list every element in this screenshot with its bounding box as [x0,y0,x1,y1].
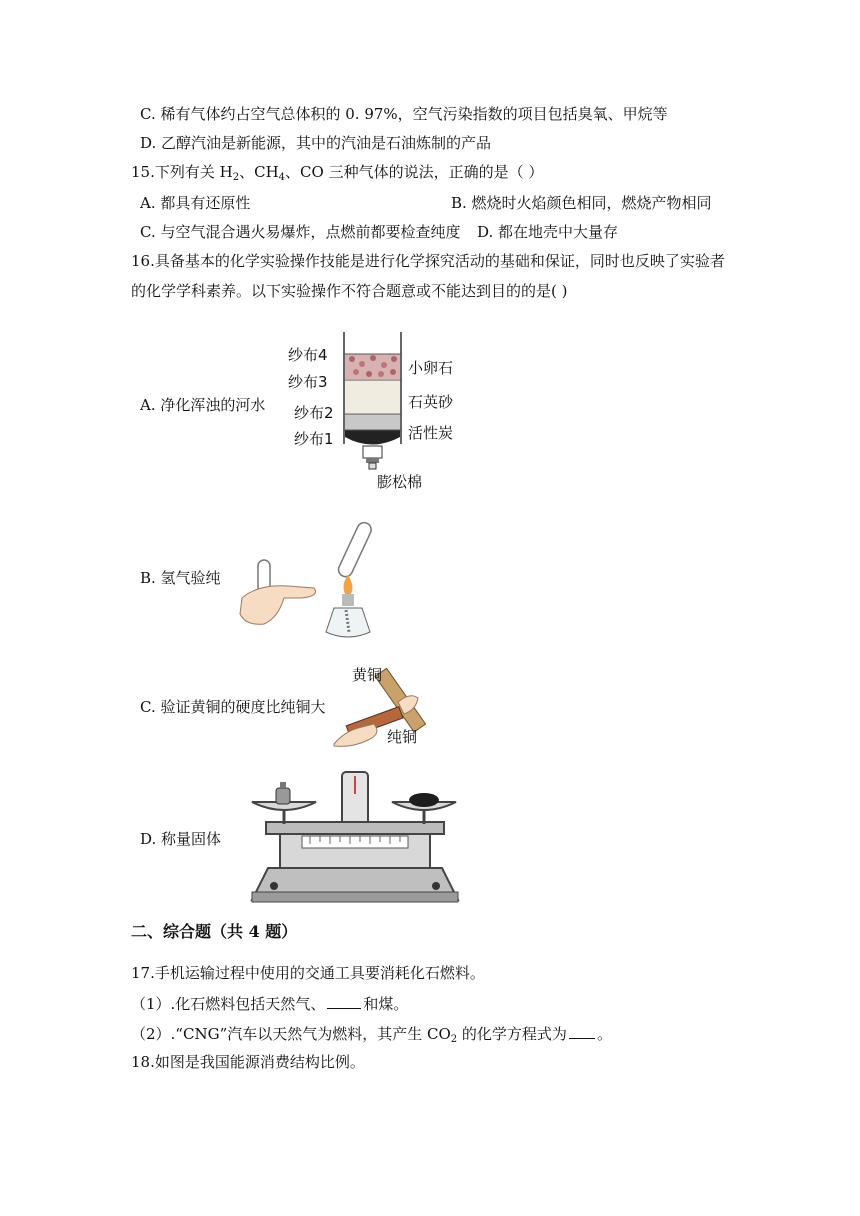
q14-option-d: D. 乙醇汽油是新能源，其中的汽油是石油炼制的产品 [140,134,492,152]
q18-stem: 18.如图是我国能源消费结构比例。 [131,1053,365,1071]
section-heading: 二、综合题（共 4 题） [131,922,298,941]
q14-option-c: C. 稀有气体约占空气总体积的 0. 97%，空气污染指数的项目包括臭氧、甲烷等 [140,105,668,123]
q16-option-d: D. 称量固体 [140,830,222,848]
balance-scale-illustration [244,764,466,906]
q16-stem-line2: 的化学学科素养。以下实验操作不符合题意或不能达到目的的是( ) [131,282,568,300]
q17-stem: 17.手机运输过程中使用的交通工具要消耗化石燃料。 [131,964,485,982]
q15-option-b: B. 燃烧时火焰颜色相同，燃烧产物相同 [451,194,712,212]
label-activated-carbon: 活性炭 [408,424,454,442]
hydrogen-test-illustration [238,520,398,645]
q17-part2: （2）.“CNG”汽车以天然气为燃料，其产生 $CO_2$ 的化学方程式为 。 [131,1025,612,1045]
q15-option-a: A. 都具有还原性 [140,194,251,212]
label-pure-copper: 纯铜 [387,728,418,746]
answer-blank[interactable] [569,1023,595,1039]
q16-option-a: A. 净化浑浊的河水 [140,396,266,414]
q17-part1: （1）.化石燃料包括天然气、 和煤。 [131,995,409,1013]
label-gauze-3: 纱布3 [288,373,328,391]
label-gauze-1: 纱布1 [294,430,334,448]
label-cotton: 膨松棉 [377,473,423,491]
label-gauze-2: 纱布2 [294,404,334,422]
q16-option-c: C. 验证黄铜的硬度比纯铜大 [140,698,326,716]
water-filter-diagram [280,330,470,492]
label-gauze-4: 纱布4 [288,346,328,364]
q15-option-d: D. 都在地壳中大量存 [477,223,619,241]
brass-scratch-illustration [330,658,430,750]
answer-blank[interactable] [327,993,361,1009]
q16-option-b: B. 氢气验纯 [140,569,221,587]
q15-stem: 15.下列有关 $H_2$、$CH_4$、CO 三种气体的说法，正确的是（ ） [131,163,544,183]
q15-option-c: C. 与空气混合遇火易爆炸，点燃前都要检查纯度 [140,223,461,241]
q16-stem-line1: 16.具备基本的化学实验操作技能是进行化学探究活动的基础和保证，同时也反映了实验者 [131,252,725,270]
label-pebbles: 小卵石 [408,359,454,377]
label-brass: 黄铜 [352,666,383,684]
label-quartz-sand: 石英砂 [408,393,454,411]
